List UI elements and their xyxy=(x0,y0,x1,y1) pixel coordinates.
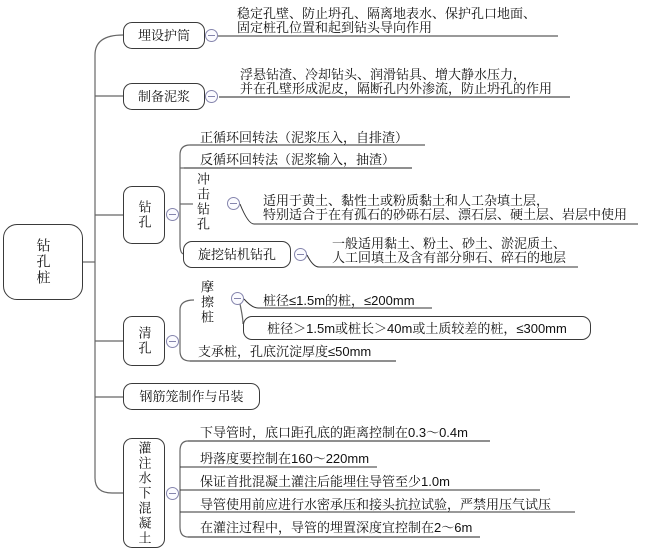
note-line: 一般适用黏土、粉土、砂土、淤泥质土、 xyxy=(332,236,567,251)
node-large-diameter-pile[interactable]: 桩径＞1.5m或桩长＞40m或土质较差的桩，≤300mm xyxy=(243,316,591,340)
note-line: 固定桩孔位置和起到钻头导向作用 xyxy=(237,20,433,35)
note-line: 稳定孔壁、防止坍孔、隔离地表水、保护孔口地面、 xyxy=(237,6,537,21)
node-slump-control[interactable]: 坍落度要控制在160～220mm xyxy=(200,451,370,466)
branch-drilling[interactable]: 钻孔 xyxy=(123,186,165,244)
note-line: 并在孔壁形成泥皮，隔断孔内外渗流，防止坍孔的作用 xyxy=(240,81,553,96)
note-line: 适用于黄土、黏性土或粉质黏土和人工杂填土层， xyxy=(263,193,550,208)
collapse-icon-percussion-drilling[interactable] xyxy=(227,197,240,210)
note-line: 人工回填土及含有部分卵石、碎石的地层 xyxy=(332,250,567,265)
collapse-icon-underwater-concrete[interactable] xyxy=(166,487,179,500)
node-forward-circulation[interactable]: 正循环回转法（泥浆压入，自排渣） xyxy=(200,130,409,145)
collapse-icon-prepare-slurry[interactable] xyxy=(205,90,218,103)
branch-rebar-cage[interactable]: 钢筋笼制作与吊装 xyxy=(123,383,260,410)
root-node-bored-pile[interactable]: 钻孔桩 xyxy=(3,224,83,300)
node-rotary-drilling[interactable]: 旋挖钻机钻孔 xyxy=(183,241,291,268)
note-percussion-drilling[interactable] xyxy=(263,194,627,222)
note-line: 浮悬钻渣、冷却钻头、润滑钻具、增大静水压力， xyxy=(240,67,527,82)
node-small-diameter-pile[interactable]: 桩径≤1.5m的桩，≤200mm xyxy=(263,293,415,308)
node-friction-pile[interactable]: 摩擦桩 xyxy=(199,280,214,325)
collapse-icon-friction-pile[interactable] xyxy=(231,292,244,305)
branch-underwater-concrete[interactable]: 灌注水下混凝土 xyxy=(123,438,165,548)
note-rotary-drilling[interactable] xyxy=(332,237,566,265)
node-reverse-circulation[interactable]: 反循环回转法（泥浆输入，抽渣） xyxy=(200,152,396,167)
note-embed-casing[interactable] xyxy=(237,7,536,35)
note-line: 特别适合于在有孤石的砂砾石层、漂石层、硬土层、岩层中使用 xyxy=(263,207,628,222)
collapse-icon-hole-cleaning[interactable] xyxy=(166,335,179,348)
note-prepare-slurry[interactable] xyxy=(240,68,552,96)
node-first-batch-embed[interactable]: 保证首批混凝土灌注后能埋住导管至少1.0m xyxy=(200,474,450,489)
collapse-icon-embed-casing[interactable] xyxy=(205,29,218,42)
collapse-icon-rotary-drilling[interactable] xyxy=(294,248,307,261)
collapse-icon-drilling[interactable] xyxy=(166,208,179,221)
node-percussion-drilling[interactable]: 冲击钻孔 xyxy=(195,172,210,232)
node-conduit-lowering[interactable]: 下导管时，底口距孔底的距离控制在0.3～0.4m xyxy=(200,425,468,440)
branch-embed-casing[interactable]: 埋设护筒 xyxy=(123,22,205,49)
branch-hole-cleaning[interactable]: 清孔 xyxy=(123,316,165,366)
node-bearing-pile[interactable]: 支承桩，孔底沉淀厚度≤50mm xyxy=(198,344,372,359)
branch-prepare-slurry[interactable]: 制备泥浆 xyxy=(123,83,205,110)
node-conduit-test[interactable]: 导管使用前应进行水密承压和接头抗拉试验，严禁用压气试压 xyxy=(200,497,552,512)
node-embed-depth[interactable]: 在灌注过程中，导管的埋置深度宜控制在2～6m xyxy=(200,520,473,535)
